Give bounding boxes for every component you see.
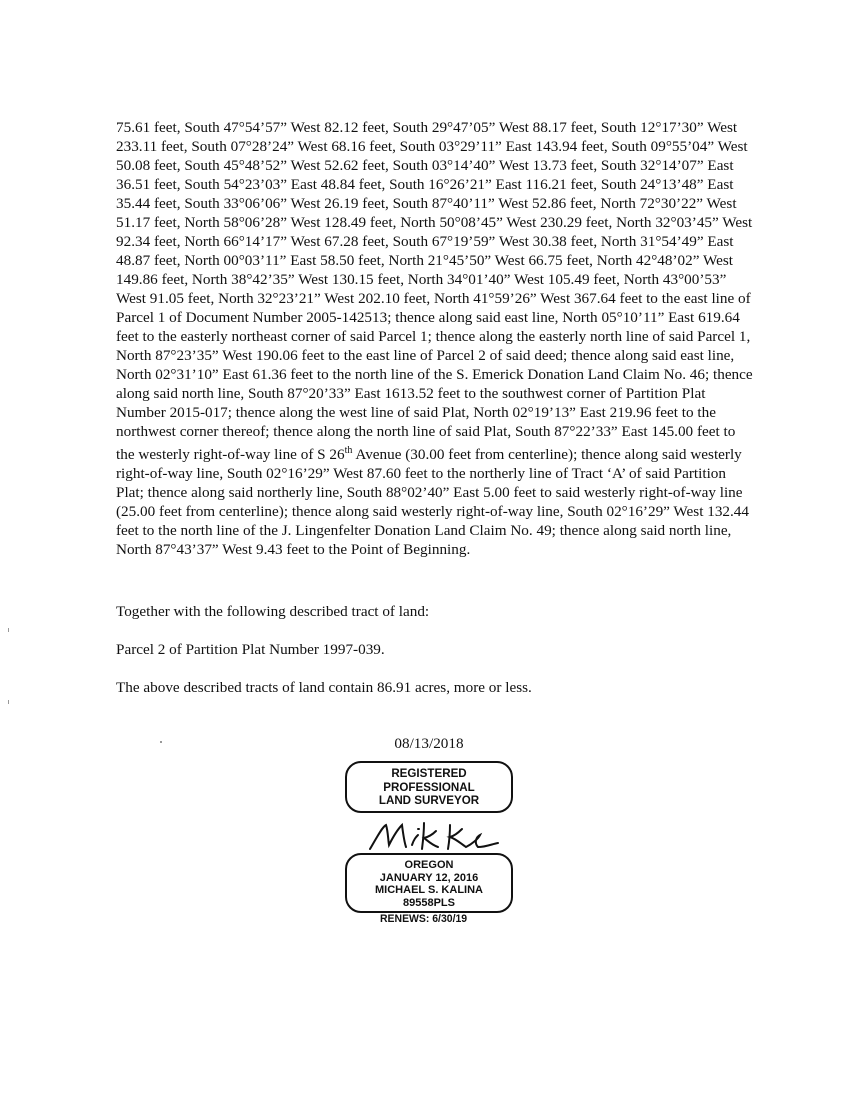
ordinal-superscript: th [344,445,353,456]
license-renewal-date: RENEWS: 6/30/19 [380,913,468,925]
acreage-paragraph: The above described tracts of land contain 86.91 acres, more or less. [116,679,532,696]
surveyor-signature [362,817,502,857]
stamp-line: JANUARY 12, 2016 [379,871,479,884]
stamp-line: PROFESSIONAL [383,780,475,794]
parcel-paragraph: Parcel 2 of Partition Plat Number 1997-039. [116,641,385,658]
stamp-line: LAND SURVEYOR [378,794,480,807]
stamp-line: REGISTERED [391,767,467,780]
stamp-line: 89558PLS [403,896,455,909]
stamp-line: MICHAEL S. KALINA [375,884,483,896]
together-with-paragraph: Together with the following described tract of land: [116,603,430,620]
surveyor-stamp-top [345,761,513,813]
surveyor-stamp-bottom [345,853,513,913]
scan-margin-mark [8,700,9,704]
scan-speck [160,741,162,743]
certification-date: 08/13/2018 [394,735,464,752]
stamp-line: OREGON [404,859,454,871]
legal-description-paragraph: 75.61 feet, South 47°54’57” West 82.12 feet, South 29°47’05” West 88.17 feet, South 12°17’30” West 233.11 feet, South 07°28’24” West 68.16 feet, South 03°29’11” East 143.94 feet, South 09°55’04” West 50.08 feet, South 45°48’52” West 52.62 feet, South 03°14’40” West 13.73 feet, South 32°14’07” East 36.51 feet, South 54°23’03” East 48.84 feet, South 16°26’21” East 116.21 feet, South 24°13’48” East 35.44 feet, South 33°06’06” West 26.19 feet, South 87°40’11” West 52.86 feet, North 72°30’22” West 51.17 feet, North 58°06’28” West 128.49 feet, North 50°08’45” West 230.29 feet, North 32°03’45” West 92.34 feet, North 66°14’17” West 67.28 feet, South 67°19’59” West 30.38 feet, North 31°54’49” East 48.87 feet, North 00°03’11” East 58.50 feet, North 21°45’50” West 66.75 feet, North 42°48’02” West 149.86 feet, North 38°42’35” West 130.15 feet, North 34°01’40” West 105.49 feet, North 43°00’53” West 91.05 feet, North 32°23’21” West 202.10 feet, North 41°59’26” West 367.64 feet to the east line of Parcel 1 of Document Number 2005-142513; thence along said east line, North 05°10’11” East 619.64 feet to the easterly northeast corner of said Parcel 1; thence along the easterly north line of said Parcel 1, North 87°23’35” West 190.06 feet to the east line of Parcel 2 of said deed; thence along said east line, North 02°31’10” East 61.36 feet to the north line of the S. Emerick Donation Land Claim No. 46; thence along said north line, South 87°20’33” East 1613.52 feet to the southwest corner of Partition Plat Number 2015-017; thence along the west line of said Plat, North 02°19’13” East 219.96 feet to the northwest corner thereof; thence along the north line of said Plat, South 87°22’33” East 145.00 feet to the westerly right-of-way line of S 26th Avenue (30.00 feet from centerline); thence along said westerly right-of-way line, South 02°16’29” West 87.60 feet to the northerly line of Tract ‘A’ of said Partition Plat; thence along said northerly line, South 88°02’40” East 5.00 feet to said westerly right-of-way line (25.00 feet from centerline); thence along said westerly right-of-way line, South 02°16’29” West 132.44 feet to the north line of the J. Lingenfelter Donation Land Claim No. 49; thence along said north line, North 87°43’37” West 9.43 feet to the Point of Beginning. [116,119,753,559]
scan-margin-mark [8,628,9,632]
